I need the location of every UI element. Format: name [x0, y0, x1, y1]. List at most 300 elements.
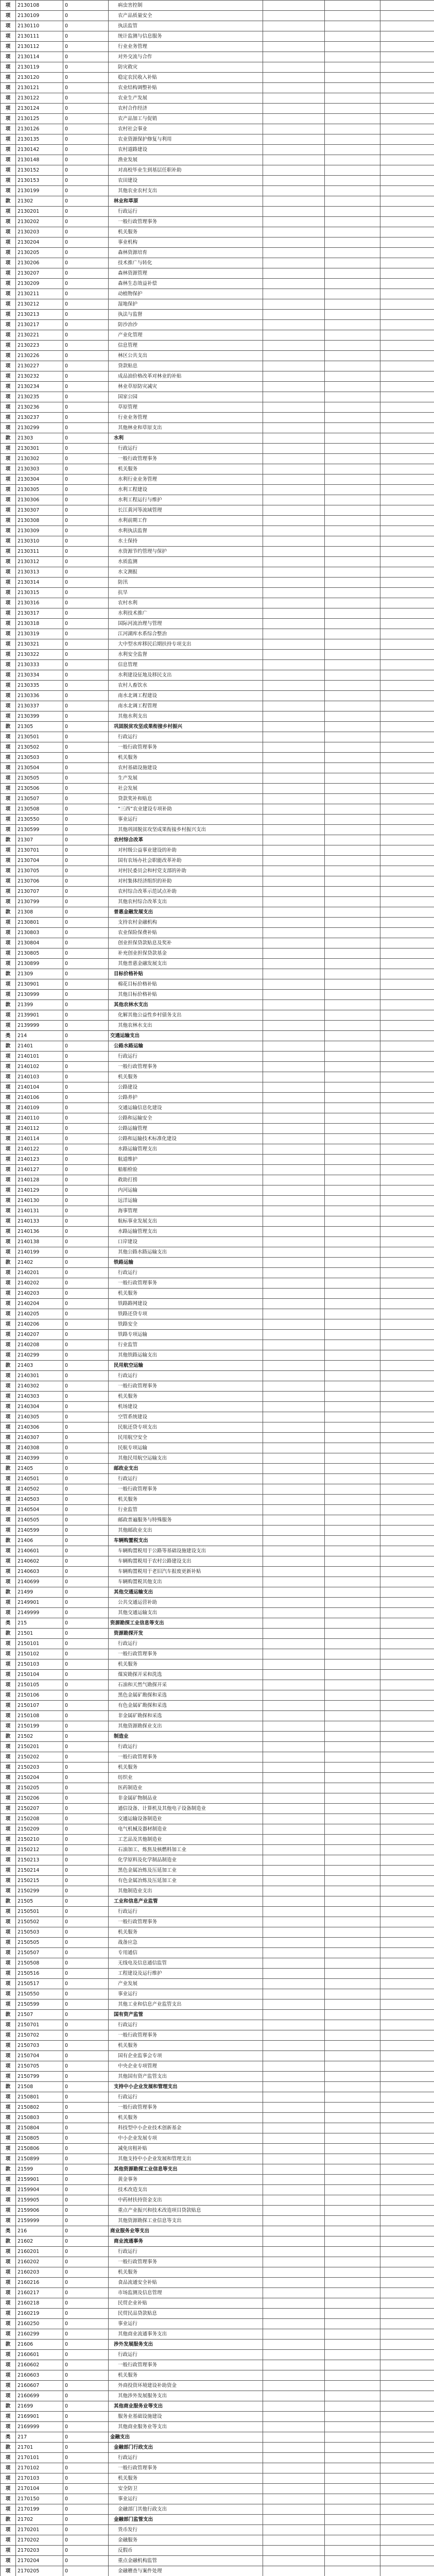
cell-type: 款	[1, 2010, 16, 2020]
cell-v3	[380, 1350, 434, 1361]
cell-code: 2130212	[16, 299, 63, 310]
cell-v3	[380, 83, 434, 93]
cell-type: 款	[1, 2236, 16, 2247]
cell-v2	[325, 2566, 380, 2576]
cell-flag: 0	[63, 2267, 109, 2278]
table-row	[1, 2535, 434, 2546]
cell-code: 2140129	[16, 1185, 63, 1196]
cell-code: 2150207	[16, 1804, 63, 1814]
cell-flag: 0	[63, 485, 109, 495]
table-row	[1, 536, 434, 547]
cell-type: 项	[1, 2412, 16, 2422]
table-row	[1, 1546, 434, 1556]
cell-v2	[325, 485, 380, 495]
table-row	[1, 1433, 434, 1443]
cell-type: 项	[1, 1649, 16, 1659]
table-row	[1, 1155, 434, 1165]
cell-code: 2150705	[16, 2061, 63, 2072]
table-row	[1, 454, 434, 464]
cell-flag: 0	[63, 1938, 109, 1948]
table-row	[1, 1041, 434, 1052]
cell-v3	[380, 1175, 434, 1185]
cell-flag: 0	[63, 1124, 109, 1134]
cell-flag: 0	[63, 1629, 109, 1639]
cell-v3	[380, 104, 434, 114]
cell-v1	[263, 887, 325, 897]
cell-flag: 0	[63, 2175, 109, 2185]
cell-name: 社会发展	[109, 784, 263, 794]
cell-v1	[263, 1608, 325, 1618]
cell-v1	[263, 227, 325, 238]
cell-v3	[380, 2185, 434, 2195]
cell-type: 项	[1, 2195, 16, 2206]
cell-flag: 0	[63, 2133, 109, 2144]
cell-v3	[380, 722, 434, 732]
cell-name: 水利安全监督	[109, 650, 263, 660]
cell-v2	[325, 1690, 380, 1701]
cell-v3	[380, 578, 434, 588]
cell-v2	[325, 1917, 380, 1927]
cell-type: 类	[1, 2226, 16, 2236]
cell-code: 2140103	[16, 1072, 63, 1082]
cell-code: 2130207	[16, 268, 63, 279]
cell-v3	[380, 650, 434, 660]
cell-v3	[380, 1546, 434, 1556]
table-row	[1, 990, 434, 1000]
cell-v3	[380, 1649, 434, 1659]
cell-v1	[263, 1639, 325, 1649]
cell-name: 商业流通事务	[109, 2236, 263, 2247]
cell-name: 车辆购置税用于老旧汽车报废更新补贴	[109, 1567, 263, 1577]
table-row	[1, 2133, 434, 2144]
cell-type: 项	[1, 341, 16, 351]
table-row	[1, 382, 434, 392]
cell-v2	[325, 1845, 380, 1855]
cell-v2	[325, 1938, 380, 1948]
cell-type: 项	[1, 2504, 16, 2515]
cell-name: 其他国有资产监管支出	[109, 2072, 263, 2082]
table-row	[1, 464, 434, 474]
cell-code: 2150101	[16, 1639, 63, 1649]
cell-flag: 0	[63, 1793, 109, 1804]
cell-v3	[380, 2092, 434, 2103]
cell-flag: 0	[63, 2494, 109, 2504]
cell-v3	[380, 557, 434, 567]
cell-v1	[263, 485, 325, 495]
cell-code: 2130110	[16, 21, 63, 31]
cell-v3	[380, 155, 434, 165]
table-row	[1, 2123, 434, 2133]
cell-v3	[380, 526, 434, 536]
cell-name: 一般行政管理事务	[109, 217, 263, 227]
cell-type: 款	[1, 1587, 16, 1598]
cell-type: 项	[1, 495, 16, 505]
table-row	[1, 423, 434, 433]
cell-type: 项	[1, 134, 16, 145]
cell-v2	[325, 1185, 380, 1196]
cell-name: 湿地保护	[109, 299, 263, 310]
cell-v3	[380, 1247, 434, 1258]
table-row	[1, 979, 434, 990]
cell-name: 黑色金属矿勘探和采选	[109, 1690, 263, 1701]
table-row	[1, 2329, 434, 2340]
cell-v1	[263, 876, 325, 887]
cell-name: 农村人畜饮水	[109, 681, 263, 691]
cell-name: 其他公路水路运输支出	[109, 1247, 263, 1258]
cell-name: 国有企业监事会专项	[109, 2051, 263, 2061]
cell-v2	[325, 2401, 380, 2412]
cell-v1	[263, 1927, 325, 1938]
cell-v2	[325, 1907, 380, 1917]
cell-name: 机关服务	[109, 1927, 263, 1938]
cell-type: 项	[1, 1484, 16, 1495]
cell-type: 项	[1, 1247, 16, 1258]
cell-v1	[263, 165, 325, 176]
cell-code: 2130199	[16, 186, 63, 196]
cell-type: 项	[1, 1227, 16, 1237]
table-row	[1, 1979, 434, 1989]
cell-v2	[325, 701, 380, 711]
cell-type: 款	[1, 1629, 16, 1639]
cell-type: 款	[1, 2443, 16, 2453]
cell-flag: 0	[63, 1185, 109, 1196]
cell-type: 项	[1, 1144, 16, 1155]
cell-flag: 0	[63, 42, 109, 52]
cell-flag: 0	[63, 1711, 109, 1721]
cell-code: 21606	[16, 2340, 63, 2350]
cell-v1	[263, 1433, 325, 1443]
cell-flag: 0	[63, 1072, 109, 1082]
cell-v3	[380, 1155, 434, 1165]
cell-v2	[325, 279, 380, 289]
table-row	[1, 2473, 434, 2484]
cell-flag: 0	[63, 341, 109, 351]
cell-flag: 0	[63, 413, 109, 423]
cell-flag: 0	[63, 948, 109, 959]
cell-flag: 0	[63, 1, 109, 11]
cell-flag: 0	[63, 557, 109, 567]
cell-flag: 0	[63, 815, 109, 825]
cell-name: 草原管理	[109, 402, 263, 413]
table-row	[1, 330, 434, 341]
cell-type: 项	[1, 114, 16, 124]
cell-type: 项	[1, 1402, 16, 1412]
cell-name: 行政运行	[109, 2453, 263, 2463]
cell-code: 2140306	[16, 1422, 63, 1433]
cell-v3	[380, 268, 434, 279]
cell-flag: 0	[63, 681, 109, 691]
cell-v2	[325, 2391, 380, 2401]
cell-flag: 0	[63, 330, 109, 341]
cell-v3	[380, 114, 434, 124]
cell-v3	[380, 670, 434, 681]
cell-v1	[263, 1412, 325, 1422]
cell-type: 项	[1, 176, 16, 186]
cell-name: 中药材扶持资金支出	[109, 2195, 263, 2206]
cell-code: 2130335	[16, 681, 63, 691]
cell-v3	[380, 2236, 434, 2247]
cell-v2	[325, 2504, 380, 2515]
cell-v3	[380, 1237, 434, 1247]
cell-type: 款	[1, 2082, 16, 2092]
table-row	[1, 1237, 434, 1247]
table-row	[1, 1010, 434, 1021]
cell-code: 2150102	[16, 1649, 63, 1659]
cell-v1	[263, 670, 325, 681]
cell-type: 款	[1, 1464, 16, 1474]
cell-code: 2139999	[16, 1021, 63, 1031]
cell-v2	[325, 1093, 380, 1103]
cell-v3	[380, 1433, 434, 1443]
cell-code: 2130227	[16, 361, 63, 371]
cell-name: 民航还贷专项支出	[109, 1422, 263, 1433]
cell-name: 化学原料及化学制品制造业	[109, 1855, 263, 1866]
cell-v2	[325, 1258, 380, 1268]
cell-v2	[325, 1649, 380, 1659]
cell-type: 项	[1, 52, 16, 62]
cell-code: 2140204	[16, 1299, 63, 1309]
cell-v3	[380, 2391, 434, 2401]
cell-flag: 0	[63, 1783, 109, 1793]
cell-v3	[380, 196, 434, 207]
cell-type: 项	[1, 536, 16, 547]
cell-code: 2140201	[16, 1268, 63, 1278]
cell-v2	[325, 732, 380, 742]
cell-v3	[380, 1206, 434, 1216]
cell-type: 类	[1, 1031, 16, 1041]
cell-name: 对村集体经济组织的补助	[109, 876, 263, 887]
cell-code: 2159905	[16, 2195, 63, 2206]
cell-flag: 0	[63, 804, 109, 815]
cell-v3	[380, 825, 434, 835]
table-row	[1, 1835, 434, 1845]
cell-code: 2140199	[16, 1247, 63, 1258]
table-row	[1, 763, 434, 773]
cell-flag: 0	[63, 454, 109, 464]
cell-flag: 0	[63, 1845, 109, 1855]
cell-v2	[325, 42, 380, 52]
cell-v3	[380, 299, 434, 310]
cell-v1	[263, 1866, 325, 1876]
cell-code: 2150505	[16, 1938, 63, 1948]
cell-flag: 0	[63, 1577, 109, 1587]
table-row	[1, 1659, 434, 1670]
cell-flag: 0	[63, 608, 109, 619]
cell-v1	[263, 681, 325, 691]
table-row	[1, 279, 434, 289]
cell-v1	[263, 2247, 325, 2257]
cell-name: 铁路还贷专项	[109, 1309, 263, 1319]
cell-code: 2149999	[16, 1608, 63, 1618]
cell-v1	[263, 1989, 325, 1999]
cell-v3	[380, 2144, 434, 2154]
cell-code: 2130506	[16, 784, 63, 794]
cell-type: 项	[1, 1670, 16, 1680]
cell-name: 其他工业和信息产业监管支出	[109, 1999, 263, 2010]
cell-v2	[325, 1979, 380, 1989]
cell-v2	[325, 145, 380, 155]
cell-v1	[263, 784, 325, 794]
cell-flag: 0	[63, 2123, 109, 2133]
cell-code: 2140206	[16, 1319, 63, 1330]
cell-flag: 0	[63, 928, 109, 938]
cell-v1	[263, 907, 325, 918]
cell-code: 2130319	[16, 629, 63, 639]
cell-name: 行政运行	[109, 207, 263, 217]
cell-v3	[380, 2401, 434, 2412]
cell-type: 项	[1, 1999, 16, 2010]
cell-name: 有色金属矿勘探和采选	[109, 1701, 263, 1711]
cell-name: 行业业务管理	[109, 42, 263, 52]
cell-name: 林业草原防灾减灾	[109, 382, 263, 392]
cell-name: 江河湖库水系综合整治	[109, 629, 263, 639]
cell-v3	[380, 876, 434, 887]
table-row	[1, 2278, 434, 2288]
table-row	[1, 2525, 434, 2535]
cell-code: 2130501	[16, 732, 63, 742]
cell-flag: 0	[63, 938, 109, 948]
cell-flag: 0	[63, 1896, 109, 1907]
cell-code: 2130213	[16, 310, 63, 320]
cell-v3	[380, 2216, 434, 2226]
cell-v2	[325, 413, 380, 423]
cell-code: 2140308	[16, 1443, 63, 1453]
cell-v3	[380, 21, 434, 31]
cell-type: 项	[1, 1598, 16, 1608]
cell-v1	[263, 2525, 325, 2535]
cell-v1	[263, 1773, 325, 1783]
cell-type: 项	[1, 701, 16, 711]
cell-type: 项	[1, 2041, 16, 2051]
cell-type: 项	[1, 2360, 16, 2370]
cell-code: 2160603	[16, 2370, 63, 2381]
cell-flag: 0	[63, 1340, 109, 1350]
cell-name: 金融部门行政支出	[109, 2443, 263, 2453]
cell-v1	[263, 2494, 325, 2504]
cell-type: 项	[1, 2030, 16, 2041]
table-row	[1, 207, 434, 217]
cell-name: 其他交通运输支出	[109, 1587, 263, 1598]
cell-v2	[325, 2216, 380, 2226]
cell-name: 其他铁路运输支出	[109, 1350, 263, 1361]
cell-type: 款	[1, 1041, 16, 1052]
cell-v1	[263, 1227, 325, 1237]
cell-code: 2160602	[16, 2360, 63, 2370]
cell-name: 农业保险保费补贴	[109, 928, 263, 938]
cell-v2	[325, 2484, 380, 2494]
cell-code: 2130801	[16, 918, 63, 928]
cell-name: 生产发展	[109, 773, 263, 784]
cell-v3	[380, 248, 434, 258]
cell-v1	[263, 104, 325, 114]
cell-flag: 0	[63, 2082, 109, 2092]
cell-type: 项	[1, 104, 16, 114]
cell-type: 项	[1, 1443, 16, 1453]
cell-v3	[380, 1216, 434, 1227]
cell-type: 项	[1, 2061, 16, 2072]
cell-name: 农村社会事业	[109, 124, 263, 134]
cell-type: 项	[1, 31, 16, 42]
table-row	[1, 2566, 434, 2576]
cell-name: 对高校毕业生到基层任职补助	[109, 165, 263, 176]
cell-v1	[263, 2082, 325, 2092]
cell-v2	[325, 11, 380, 21]
cell-v2	[325, 969, 380, 979]
cell-v1	[263, 804, 325, 815]
cell-code: 2140504	[16, 1505, 63, 1515]
cell-v1	[263, 1103, 325, 1113]
cell-v3	[380, 1598, 434, 1608]
cell-v2	[325, 238, 380, 248]
cell-code: 2130202	[16, 217, 63, 227]
cell-type: 项	[1, 1021, 16, 1031]
table-row	[1, 1453, 434, 1464]
cell-v1	[263, 701, 325, 711]
cell-v1	[263, 2422, 325, 2432]
cell-v3	[380, 1701, 434, 1711]
cell-name: 病虫害控制	[109, 1, 263, 11]
cell-v2	[325, 1165, 380, 1175]
cell-name: 其他水利支出	[109, 711, 263, 722]
cell-flag: 0	[63, 11, 109, 21]
cell-v2	[325, 2010, 380, 2020]
cell-type: 项	[1, 1690, 16, 1701]
table-row	[1, 1762, 434, 1773]
cell-v3	[380, 1392, 434, 1402]
cell-type: 项	[1, 2257, 16, 2267]
cell-v1	[263, 1464, 325, 1474]
cell-flag: 0	[63, 1309, 109, 1319]
cell-v3	[380, 1361, 434, 1371]
cell-type: 项	[1, 1072, 16, 1082]
cell-v2	[325, 2164, 380, 2175]
cell-code: 215	[16, 1618, 63, 1629]
cell-flag: 0	[63, 969, 109, 979]
cell-v1	[263, 1680, 325, 1690]
cell-v2	[325, 2185, 380, 2195]
cell-flag: 0	[63, 1587, 109, 1598]
cell-flag: 0	[63, 2422, 109, 2432]
table-row	[1, 2443, 434, 2453]
cell-v1	[263, 2195, 325, 2206]
cell-flag: 0	[63, 897, 109, 907]
cell-v2	[325, 2133, 380, 2144]
cell-v1	[263, 1886, 325, 1896]
cell-type: 项	[1, 1350, 16, 1361]
cell-v1	[263, 2113, 325, 2123]
cell-name: 黑色金属冶炼及压延加工业	[109, 1866, 263, 1876]
cell-v3	[380, 371, 434, 382]
cell-v3	[380, 1474, 434, 1484]
cell-v3	[380, 1526, 434, 1536]
cell-name: 车辆购置税其他支出	[109, 1577, 263, 1587]
cell-type: 项	[1, 2247, 16, 2257]
cell-name: 内河运输	[109, 1185, 263, 1196]
cell-v2	[325, 474, 380, 485]
cell-flag: 0	[63, 2113, 109, 2123]
cell-v1	[263, 1701, 325, 1711]
cell-name: 重点金融机构监管	[109, 2556, 263, 2566]
cell-code: 2130316	[16, 598, 63, 608]
table-row	[1, 1814, 434, 1824]
table-row	[1, 1866, 434, 1876]
cell-v1	[263, 320, 325, 330]
cell-type: 项	[1, 423, 16, 433]
cell-type: 款	[1, 835, 16, 845]
cell-flag: 0	[63, 1031, 109, 1041]
cell-type: 项	[1, 1010, 16, 1021]
table-row	[1, 2309, 434, 2319]
